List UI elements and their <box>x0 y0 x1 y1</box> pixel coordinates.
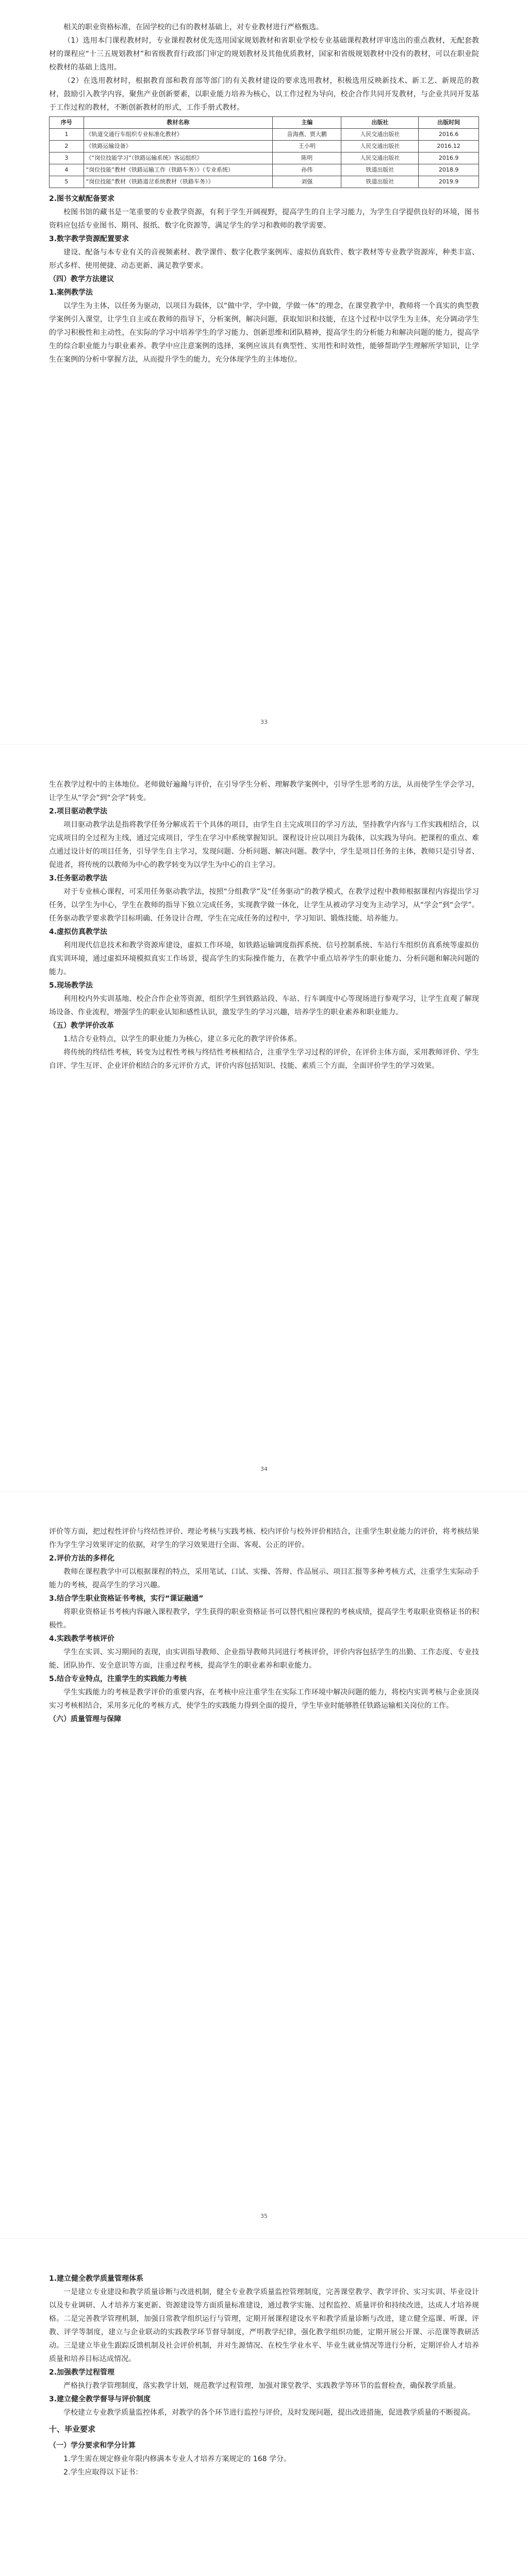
section-heading: （五）教学评价改革 <box>49 1022 114 1030</box>
paragraph: 利用现代信息技术和教学资源库建设，虚拟工作环境，如铁路运输调度指挥系统、信号控制系统、车站行车组织仿真系统等虚拟仿真实训环境，通过虚拟环境模拟真实工作场景，提高学生的实际操作能力，在教学中重点培养学生的职业能力、分析问题和解决问题的能力。 <box>49 941 479 976</box>
section-heading: （一）学分要求和学分计算 <box>49 2442 136 2450</box>
paragraph: 相关的职业资格标准，在固学校的已有的教材基础上，对专业教材进行严格甄选。 <box>63 23 323 31</box>
table-cell: 2019.9 <box>419 176 479 188</box>
page-1-body <box>49 21 479 366</box>
table-row <box>50 129 479 141</box>
table-cell: 人民交通出版社 <box>341 152 419 164</box>
table-cell: 1 <box>50 129 84 141</box>
paragraph: 以学生为主体，以任务为驱动，以项目为载体，以“做中学，学中做，学做一体”的理念，在课堂教学中，教师将一个真实的典型教学案例引入课堂，让学生自主或在教师的指导下，分析案例，解决问题，获取知识和技能，在这个过程中以学生为主体，充分调动学生的学习积极性和主动性，在实际的学习中培养学生的学习能力、创新思维和团队精神，提高学生的分析能力和解决问题的能力，提高学生的综合职业能力与职业素养。教学中应注意案例的选择，案例应该具有典型性、实用性和时效性，能够帮助学生理解所学知识，让学生在案例的分析中掌握方法，从而提升学生的能力，充分体现学生的主体地位。 <box>49 302 479 364</box>
paragraph: 将职业资格证书考核内容融入课程教学，学生获得的职业资格证书可以替代相应课程的考核成绩，提高学生考取职业资格证书的积极性。 <box>49 1608 479 1630</box>
section-heading: 3.结合学生职业资格证书考核，实行“课证融通” <box>49 1595 204 1603</box>
table-cell: 刘强 <box>273 176 341 188</box>
table-cell: 《轨道交通行车组织专业标准化教材》 <box>84 129 273 141</box>
paragraph: 1.学生需在规定修业年限内修满本专业人才培养方案规定的 168 学分。 <box>63 2455 291 2463</box>
page-divider <box>0 744 528 745</box>
paragraph: 一是建立专业建设和教学质量诊断与改进机制，健全专业教学质量监控管理制度，完善课堂教学、教学评价、实习实训、毕业设计以及专业调研、人才培养方案更新、资源建设等方面质量标准建设，通过教学实施、过程监控、质量评价和持续改进，达成人才培养规格。二是完善教学管理机制，加强日常教学组织运行与管理，定期开展课程建设水平和教学质量诊断与改进，建立健全巡课、听课、评教、评学等制度，建立与企业联动的实践教学环节督导制度，严明教学纪律，强化教学组织功能，定期开展公开课、示范课等教研活动。三是建立毕业生跟踪反馈机制及社会评价机制，并对生源情况、在校生学业水平、毕业生就业情况等进行分析，定期评价人才培养质量和培养目标达成情况。 <box>49 2288 479 2363</box>
table-row <box>50 141 479 152</box>
table-cell: 《“岗位技能学习”（铁路运输系统》客运组织》 <box>84 152 273 164</box>
section-heading: 5.现场教学法 <box>49 981 93 990</box>
table-cell: 2016.6 <box>419 129 479 141</box>
table-cell: 陈明 <box>273 152 341 164</box>
section-heading: 2.加强教学过程管理 <box>49 2368 115 2377</box>
table-cell: “岗位技能”教材《铁路运输工作（铁路车务）》（专业系统） <box>84 164 273 176</box>
table-cell: 铁道出版社 <box>341 164 419 176</box>
paragraph: 对于专业核心课程，可采用任务驱动教学法，按照“分组教学”及“任务驱动”的教学模式，在教学过程中教师根据课程内容提出学习任务，以学生为中心，学生在教师的指导下独立完成任务，实现教学做一体化，让学生从被动学习变为主动学习，从“学会”到“会学”。任务驱动教学要求教学目标明确、任务设计合理，学生在完成任务的过程中，学习知识、锻炼技能、培养能力。 <box>49 888 479 923</box>
paragraph: 项目驱动教学法是指将教学任务分解成若干个具体的项目，由学生自主完成项目的学习方法，坚持教学内容与工作实践相结合，以完成项目的全过程为主线，通过完成项目，学生在学习中系统掌握知识。课程设计应以项目为载体，以实践为导向。把课程的重点、难点通过设计好的项目任务，引导学生自主学习，发现问题、分析问题、解决问题。教学中，学生是项目任务的主体，教师只是引导者、促进者，将传统的以教师为中心的教学转变为以学生为中心的自主学习。 <box>49 821 479 869</box>
table-header-cell: 主编 <box>273 117 341 129</box>
paragraph: 学校建立专业教学质量监控体系，对教学的各个环节进行监控与评价，及时发现问题，提出改进措施，促进教学质量的不断提高。 <box>63 2409 475 2417</box>
table-cell: 王小明 <box>273 141 341 152</box>
table-cell: 2016.9 <box>419 152 479 164</box>
paragraph: 生在教学过程中的主体地位。老师做好遍瀚与评价，在引导学生分析、理解教学案例中，引导学生思考的方法，从而使学生学会学习，让学生从“学会”到“会学”转变。 <box>49 781 479 802</box>
document-page-4 <box>0 2241 528 2576</box>
paragraph: 建设、配备与本专业有关的音视频素材、教学课件、数字化教学案例库、虚拟仿真软件、数字教材等专业教学资源库，种类丰富、形式多样、使用便捷、动态更新、满足教学要求。 <box>49 248 479 270</box>
document-page-3 <box>0 1494 528 2236</box>
section-heading: 3.任务驱动教学法 <box>49 874 108 883</box>
table-cell: 《铁路运输设备》 <box>84 141 273 152</box>
table-header-cell: 教材名称 <box>84 117 273 129</box>
table-header-cell: 出版社 <box>341 117 419 129</box>
paragraph: 将传统的终结性考核，转变为过程性考核与终结性考核相结合，注重学生学习过程的评价，在评价主体方面，采用教师评价、学生自评、学生互评、企业评价相结合的多元评价方式，评价内容包括知识、技能、素质三个方面，全面评价学生的学习效果。 <box>49 1048 479 1070</box>
paragraph: 评价等方面，把过程性评价与终结性评价、理论考核与实践考核、校内评价与校外评价相结合，注重学生职业能力的评价，将考核结果作为学生学习效果评定的依据，对学生的学习效果进行全面、客观、公正的评价。 <box>49 1528 479 1549</box>
table-cell: 2016.12 <box>419 141 479 152</box>
table-cell: “岗位技能”教材（铁路道岔系统教材（铁路车务）》 <box>84 176 273 188</box>
textbook-table <box>49 116 479 188</box>
paragraph: 教师在课程教学中可以根据课程的特点，采用笔试、口试、实操、答辩、作品展示、项目汇报等多种考核方式，注重学生实际动手能力的考核，提高学生的学习兴趣。 <box>49 1568 479 1589</box>
page-2-body <box>49 778 479 1073</box>
table-cell: 5 <box>50 176 84 188</box>
section-heading: （六）质量管理与保障 <box>49 1715 121 1723</box>
table-cell: 人民交通出版社 <box>341 141 419 152</box>
table-cell: 铁道出版社 <box>341 176 419 188</box>
table-cell: 2 <box>50 141 84 152</box>
document-page-1 <box>0 0 528 742</box>
document-page-2 <box>0 747 528 1489</box>
section-heading: 1.建立健全教学质量管理体系 <box>49 2275 144 2283</box>
page-3-body <box>49 1525 479 1726</box>
paragraph: 学生在实训、实习期间的表现，由实训指导教师、企业指导教师共同进行考核评价，评价内容包括学生的出勤、工作态度、专业技能、团队协作、安全意识等方面，注重过程考核，提高学生的职业素养和职业能力。 <box>49 1648 479 1670</box>
paragraph: 2.学生应取得以下证书： <box>63 2468 143 2477</box>
section-heading: 4.虚拟仿真教学法 <box>49 928 108 936</box>
section-heading: 2.项目驱动教学法 <box>49 807 108 816</box>
paragraph: 1.结合专业特点，以学生的职业能力为核心，建立多元化的教学评价体系。 <box>63 1035 302 1043</box>
table-row <box>50 164 479 176</box>
page-number: 34 <box>260 1466 268 1472</box>
page-4-body <box>49 2272 479 2479</box>
section-heading: 3.数字教学资源配置要求 <box>49 235 129 243</box>
paragraph: （2）在选用教材时，根据教育部和教育部等部门的有关教材建设的要求选用教材，积极选用反映新技术、新工艺、新规范的教材，鼓励引入教学内容，聚焦产业创新要素，以职业能力培养为核心，以工作过程为导向，校企合作共同开发教材，与企业共同开发基于工作过程的教材，不断创新教材的形式，工作手册式教材。 <box>49 77 479 112</box>
page-number: 35 <box>260 2213 268 2219</box>
chapter-heading: 十、毕业要求 <box>49 2425 96 2434</box>
table-cell: 人民交通出版社 <box>341 129 419 141</box>
table-header-row <box>50 117 479 129</box>
section-heading: 3.建立健全教学督导与评价制度 <box>49 2395 151 2403</box>
table-row <box>50 152 479 164</box>
table-cell: 3 <box>50 152 84 164</box>
table-cell: 4 <box>50 164 84 176</box>
paragraph: 利用校内外实训基地、校企合作企业等资源，组织学生到铁路站段、车站、行车调度中心等现场进行参观学习，让学生直观了解现场设备、作业流程，增强学生的职业认知和感性认识，激发学生的学习兴趣，培养学生的职业素养和职业能力。 <box>49 995 479 1016</box>
paragraph: 学生实践能力的考核是教学评价的重要内容，在考核中应注重学生在实际工作环境中解决问题的能力，将校内实训考核与企业顶岗实习考核相结合，采用多元化的考核方式，使学生的实践能力得到全面的提升，学生毕业时能够胜任铁路运输相关岗位的工作。 <box>49 1688 479 1710</box>
table-header-cell: 序号 <box>50 117 84 129</box>
table-cell: 孙伟 <box>273 164 341 176</box>
paragraph: 校图书馆的藏书是一笔重要的专业教学资源，有利于学生开阔视野，提高学生的自主学习能力，为学生自学提供良好的环境，图书资料应包括专业图书、期刊、报纸、数字化资源等，满足学生的学习和教师的教学需要。 <box>49 208 479 230</box>
section-heading: 5.结合专业特点，注重学生的实践能力考核 <box>49 1675 187 1683</box>
section-heading: （四）教学方法建议 <box>49 275 114 283</box>
table-header-cell: 出版时间 <box>419 117 479 129</box>
page-number: 33 <box>260 719 268 725</box>
paragraph: （1）选用本门课程教材时，专业课程教材优先选用国家规划教材和省职业学校专业基础课程教材评审选出的重点教材，无配套教材的课程应“十三五规划教材”和省级教育行政部门审定的规划教材及其他优质教材，国家和省级规划教材中没有的教材，可以在职业院校教材的基础上选用。 <box>49 37 479 72</box>
section-heading: 2.评价方法的多样化 <box>49 1554 115 1563</box>
section-heading: 4.实践教学考核评价 <box>49 1635 115 1643</box>
table-row <box>50 176 479 188</box>
table-cell: 2018.9 <box>419 164 479 176</box>
table-cell: 苗海燕、贾大鹏 <box>273 129 341 141</box>
section-heading: 1.案例教学法 <box>49 289 93 297</box>
paragraph: 严格执行教学管理制度，落实教学计划，规范教学过程管理，加强对课堂教学、实践教学等环节的监督检查，确保教学质量。 <box>63 2382 460 2390</box>
section-heading: 2.图书文献配备要求 <box>49 195 115 203</box>
